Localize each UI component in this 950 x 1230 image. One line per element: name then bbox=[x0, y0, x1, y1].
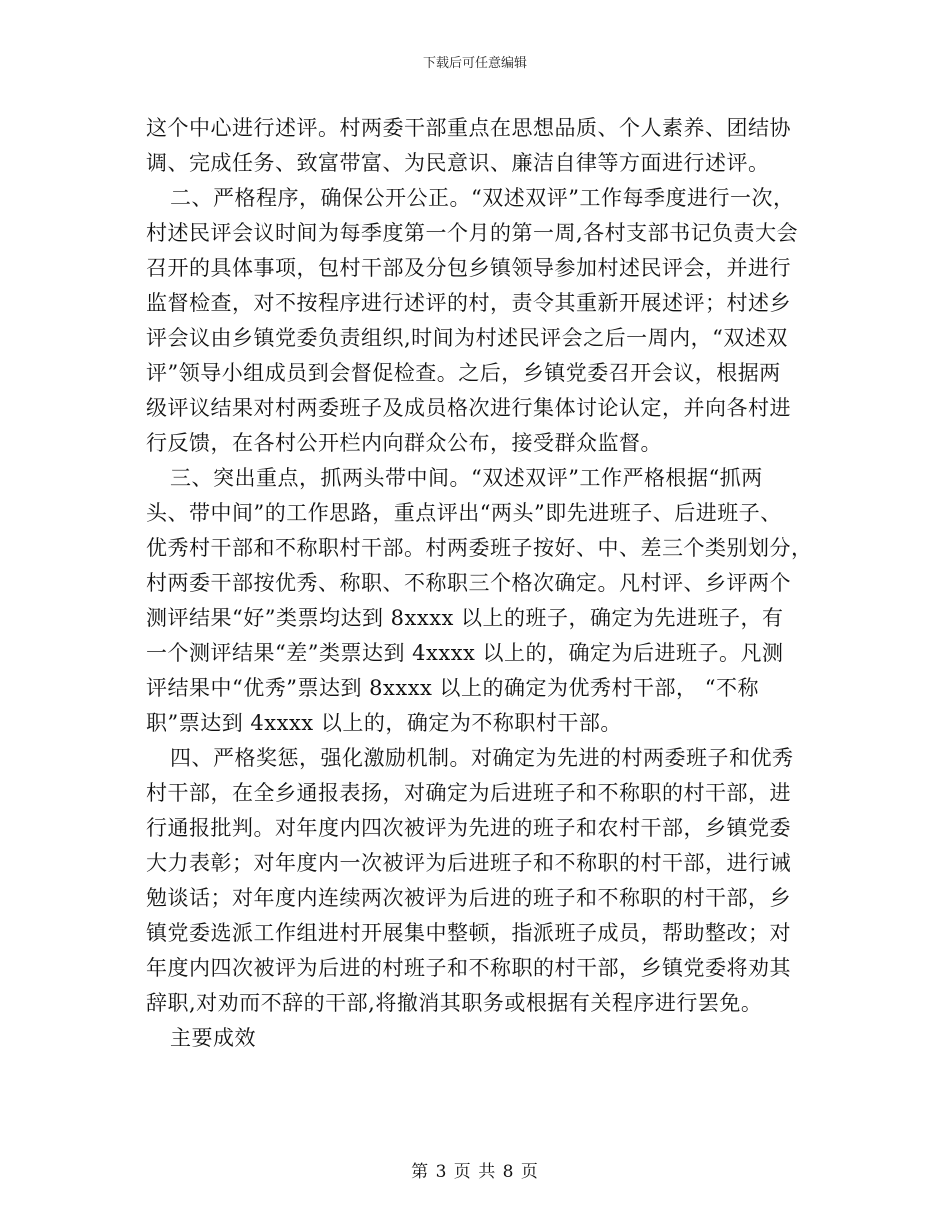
body-line-26: 辞职,对劝而不辞的干部,将撤消其职务或根据有关程序进行罢免。 bbox=[146, 991, 763, 1015]
body-line-17: 评结果中“优秀”票达到 8xxxx 以上的确定为优秀村干部， “不称 bbox=[146, 676, 759, 700]
body-line-21: 行通报批判。对年度内四次被评为先进的班子和农村干部，乡镇党委 bbox=[146, 816, 791, 840]
body-line-14: 村两委干部按优秀、称职、不称职三个格次确定。凡村评、乡评两个 bbox=[146, 571, 791, 595]
body-line-16: 一个测评结果“差”类票达到 4xxxx 以上的，确定为后进班子。凡测 bbox=[146, 641, 784, 665]
body-line-2: 调、完成任务、致富带富、为民意识、廉洁自律等方面进行述评。 bbox=[146, 151, 770, 175]
section-heading-main-results: 主要成效 bbox=[170, 1026, 256, 1050]
body-line-12: 头、带中间”的工作思路，重点评出“两头”即先进班子、后进班子、 bbox=[146, 501, 782, 525]
body-line-22: 大力表彰；对年度内一次被评为后进班子和不称职的村干部，进行诫 bbox=[146, 851, 791, 875]
body-line-11: 三、突出重点，抓两头带中间。“双述双评”工作严格根据“抓两 bbox=[170, 466, 763, 490]
body-line-3: 二、严格程序，确保公开公正。“双述双评”工作每季度进行一次， bbox=[170, 186, 795, 210]
body-line-4: 村述民评会议时间为每季度第一个月的第一周,各村支部书记负责大会 bbox=[146, 221, 799, 245]
page-footer: 第 3 页 共 8 页 bbox=[411, 1162, 539, 1182]
body-line-7: 评会议由乡镇党委负责组织,时间为村述民评会之后一周内，“双述双 bbox=[146, 326, 788, 350]
body-line-20: 村干部，在全乡通报表扬，对确定为后进班子和不称职的村干部，进 bbox=[146, 781, 791, 805]
body-line-8: 评”领导小组成员到会督促检查。之后，乡镇党委召开会议，根据两 bbox=[146, 361, 781, 385]
body-line-15: 测评结果“好”类票均达到 8xxxx 以上的班子，确定为先进班子，有 bbox=[146, 606, 784, 630]
body-line-9: 级评议结果对村两委班子及成员格次进行集体讨论认定，并向各村进 bbox=[146, 396, 791, 420]
body-line-24: 镇党委选派工作组进村开展集中整顿，指派班子成员，帮助整改；对 bbox=[146, 921, 791, 945]
body-line-19: 四、严格奖惩，强化激励机制。对确定为先进的村两委班子和优秀 bbox=[170, 746, 794, 770]
body-line-13: 优秀村干部和不称职村干部。村两委班子按好、中、差三个类别划分， bbox=[146, 536, 813, 560]
body-line-25: 年度内四次被评为后进的村班子和不称职的村干部，乡镇党委将劝其 bbox=[146, 956, 791, 980]
page-header: 下载后可任意编辑 bbox=[422, 56, 527, 71]
body-line-10: 行反馈，在各村公开栏内向群众公布，接受群众监督。 bbox=[146, 431, 662, 455]
body-line-6: 监督检查，对不按程序进行述评的村，责令其重新开展述评；村述乡 bbox=[146, 291, 791, 315]
body-line-18: 职”票达到 4xxxx 以上的，确定为不称职村干部。 bbox=[146, 711, 622, 735]
body-line-1: 这个中心进行述评。村两委干部重点在思想品质、个人素养、团结协 bbox=[146, 116, 791, 140]
body-line-5: 召开的具体事项，包村干部及分包乡镇领导参加村述民评会，并进行 bbox=[146, 256, 791, 280]
body-line-23: 勉谈话；对年度内连续两次被评为后进的班子和不称职的村干部，乡 bbox=[146, 886, 791, 910]
